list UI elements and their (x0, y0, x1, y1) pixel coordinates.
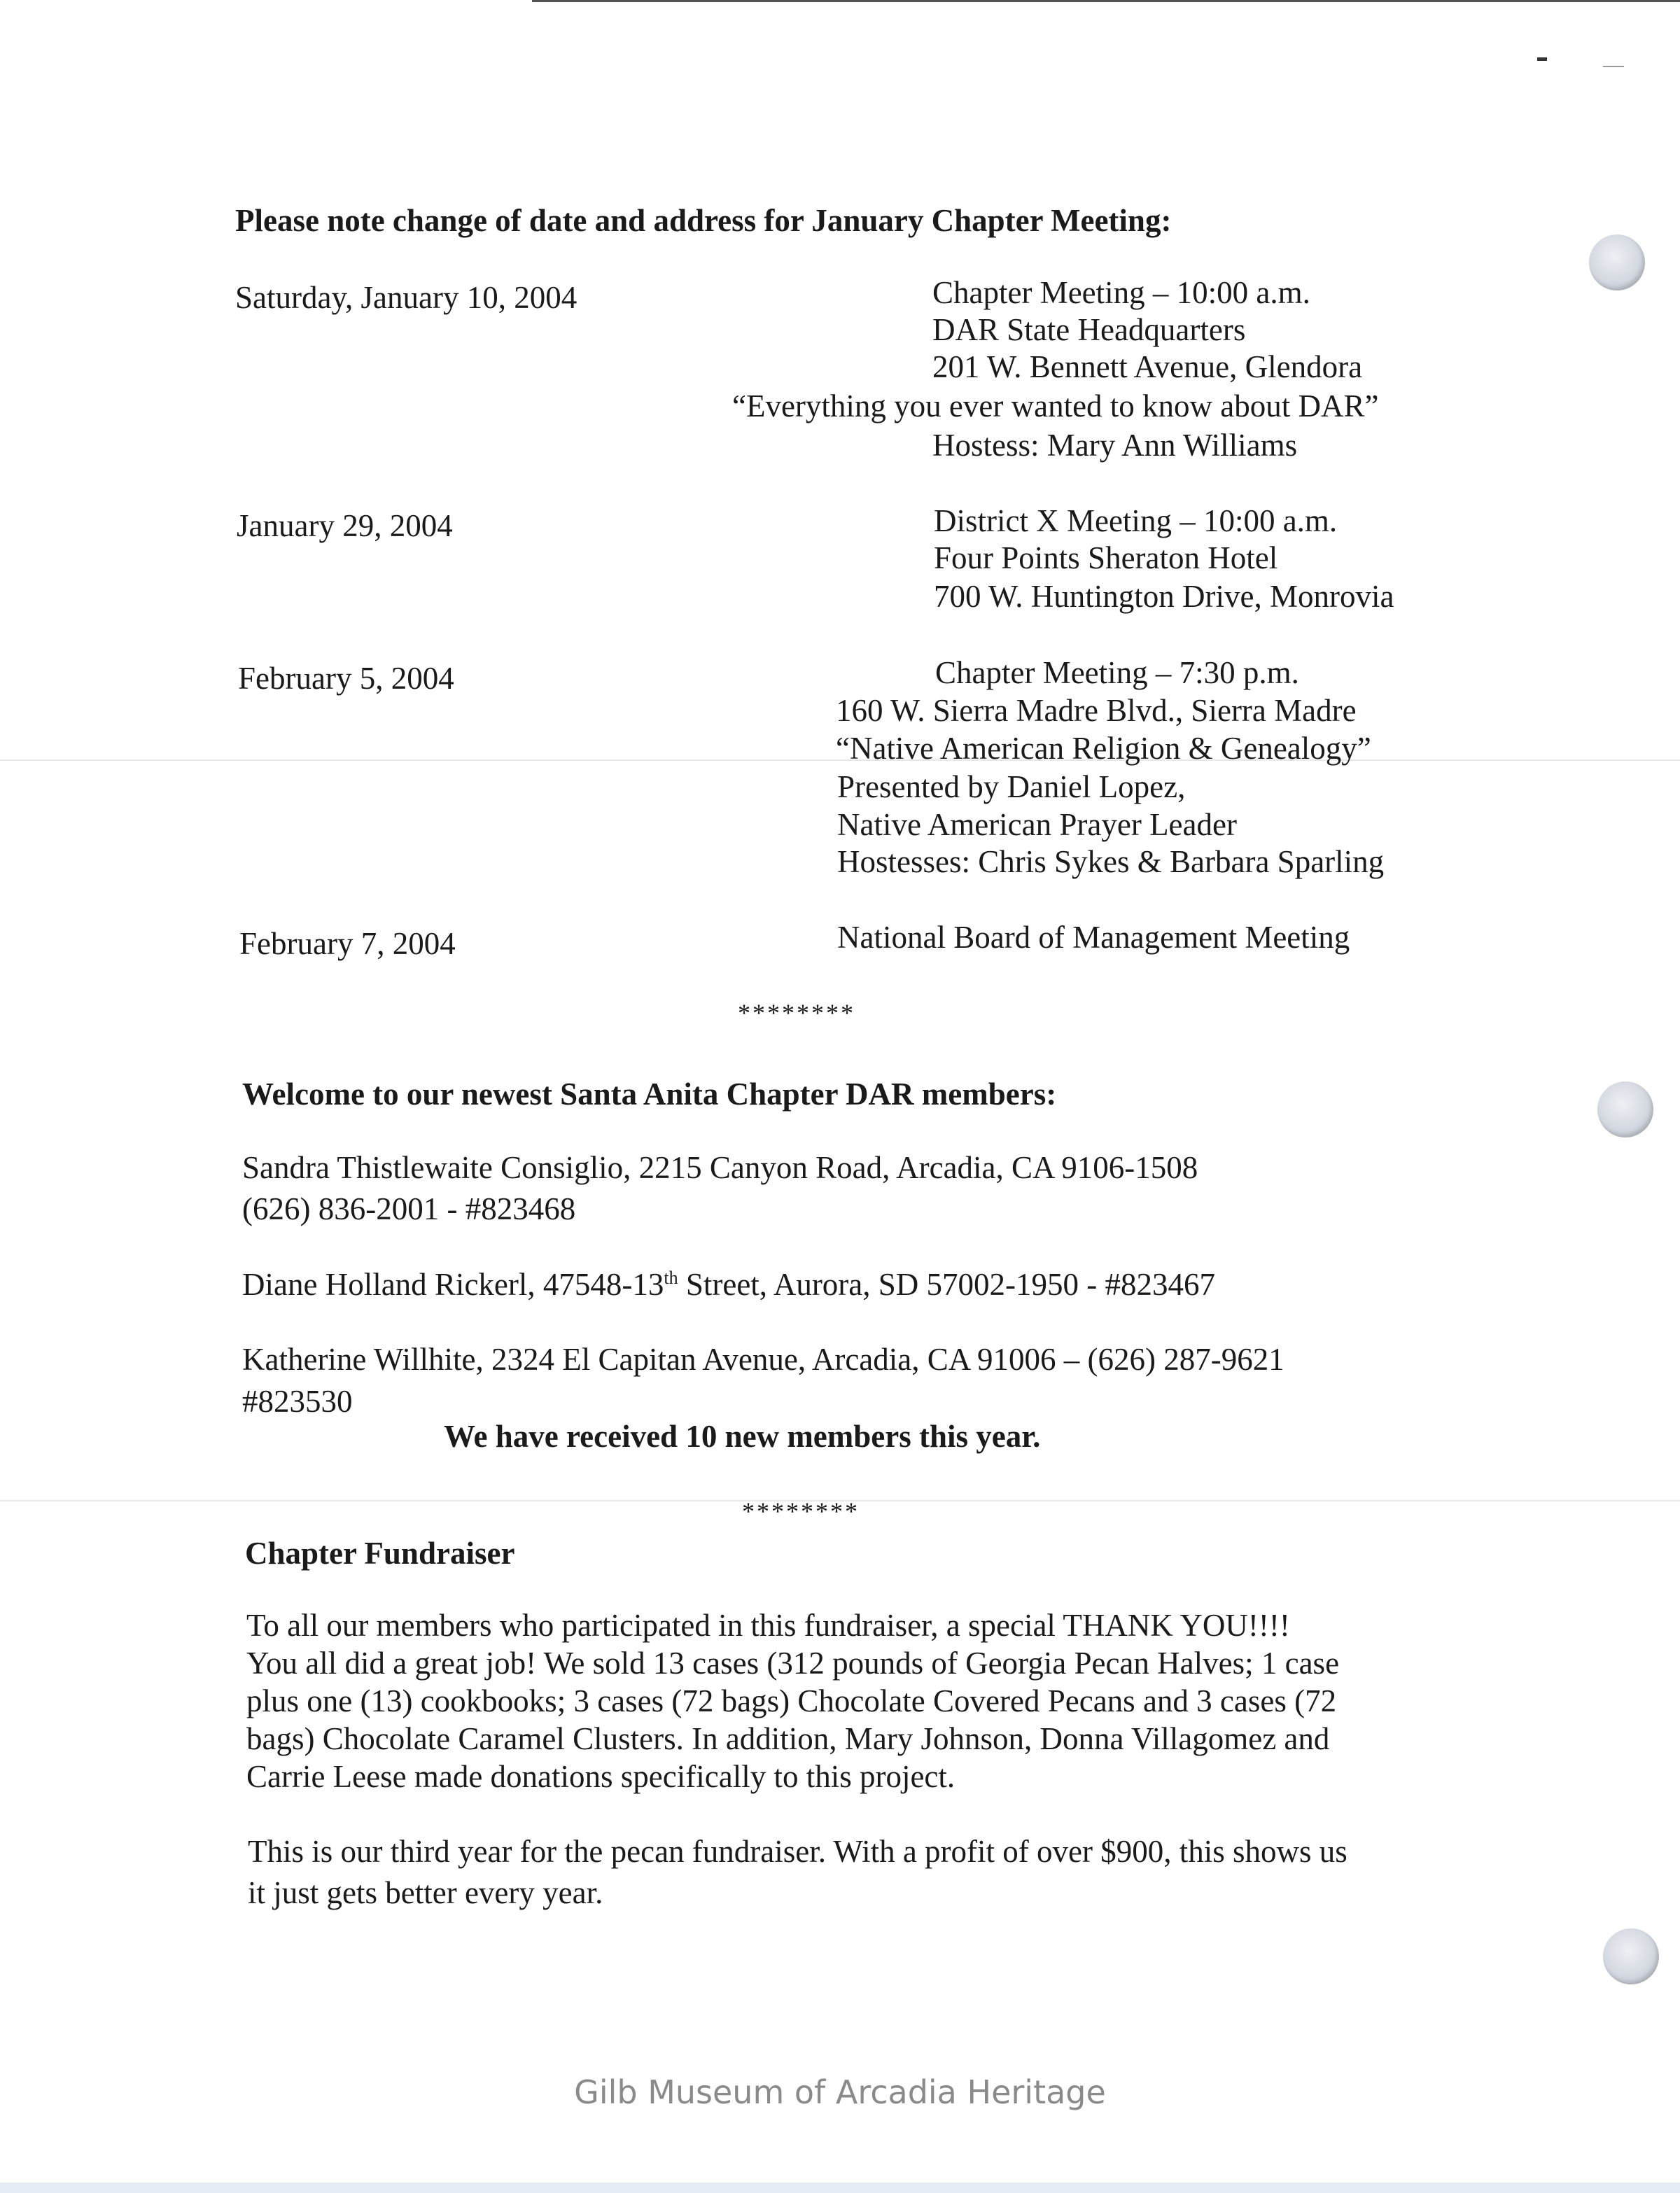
event-4-date: February 7, 2004 (239, 926, 456, 961)
binder-hole-bottom (1603, 1928, 1659, 1984)
notice-heading: Please note change of date and address for January Chapter Meeting: (235, 203, 1172, 238)
event-3-line: Presented by Daniel Lopez, (837, 769, 1186, 804)
event-1-date: Saturday, January 10, 2004 (235, 280, 578, 315)
member-1-line2: (626) 836-2001 - #823468 (242, 1191, 576, 1226)
event-2-date: January 29, 2004 (237, 508, 453, 543)
fundraiser-heading: Chapter Fundraiser (245, 1536, 515, 1571)
event-3-line: “Native American Religion & Genealogy” (836, 731, 1371, 766)
welcome-heading: Welcome to our newest Santa Anita Chapter DAR members: (242, 1077, 1057, 1112)
scan-top-edge (532, 0, 1680, 2)
event-3-line: Chapter Meeting – 7:30 p.m. (935, 655, 1299, 690)
event-1-line: “Everything you ever wanted to know about DAR” (732, 388, 1379, 423)
event-1-line: Hostess: Mary Ann Williams (932, 428, 1298, 463)
scan-bottom-edge (0, 2183, 1680, 2193)
fundraiser-p1-line: You all did a great job! We sold 13 cases (312 pounds of Georgia Pecan Halves; 1 case (246, 1646, 1340, 1681)
museum-watermark: Gilb Museum of Arcadia Heritage (574, 2073, 1106, 2111)
member-2-text: Diane Holland Rickerl, 47548-13 (242, 1267, 664, 1302)
member-2-line (242, 1266, 1215, 1303)
new-members-total: We have received 10 new members this year. (444, 1419, 1041, 1454)
member-3-line1: Katherine Willhite, 2324 El Capitan Avenue, Arcadia, CA 91006 – (626) 287-9621 (242, 1342, 1284, 1377)
event-2-line: Four Points Sheraton Hotel (934, 540, 1278, 575)
event-3-line: 160 W. Sierra Madre Blvd., Sierra Madre (836, 693, 1357, 728)
fundraiser-p1-line: plus one (13) cookbooks; 3 cases (72 bags) Chocolate Covered Pecans and 3 cases (72 (246, 1683, 1337, 1718)
member-2-sup: th (664, 1268, 678, 1288)
fundraiser-p2-line: This is our third year for the pecan fundraiser. With a profit of over $900, this shows us (248, 1834, 1348, 1869)
event-3-line: Native American Prayer Leader (837, 807, 1237, 842)
event-1-line: Chapter Meeting – 10:00 a.m. (932, 275, 1310, 310)
member-3-line2: #823530 (242, 1384, 353, 1419)
event-2-line: 700 W. Huntington Drive, Monrovia (934, 579, 1394, 614)
event-2-line: District X Meeting – 10:00 a.m. (934, 503, 1338, 538)
event-3-line: Hostesses: Chris Sykes & Barbara Sparling (837, 844, 1385, 879)
event-1-line: DAR State Headquarters (932, 312, 1246, 347)
event-3-date: February 5, 2004 (238, 661, 454, 696)
scan-speck (1537, 57, 1547, 61)
scan-speck (1603, 66, 1624, 67)
event-1-line: 201 W. Bennett Avenue, Glendora (932, 349, 1363, 384)
section-separator: ******** (742, 1497, 860, 1525)
fundraiser-p1-line: Carrie Leese made donations specifically to this project. (246, 1759, 955, 1794)
fundraiser-p1-line: To all our members who participated in this fundraiser, a special THANK YOU!!!! (246, 1608, 1290, 1643)
event-4-line: National Board of Management Meeting (837, 920, 1350, 955)
fundraiser-p1-line: bags) Chocolate Caramel Clusters. In addition, Mary Johnson, Donna Villagomez and (246, 1721, 1330, 1756)
section-separator: ******** (738, 999, 855, 1027)
binder-hole-middle (1597, 1081, 1653, 1137)
binder-hole-top (1589, 234, 1645, 290)
member-1-line1: Sandra Thistlewaite Consiglio, 2215 Canyon Road, Arcadia, CA 9106-1508 (242, 1150, 1198, 1185)
member-2-text: Street, Aurora, SD 57002-1950 - #823467 (678, 1267, 1216, 1302)
fundraiser-p2-line: it just gets better every year. (248, 1875, 603, 1910)
